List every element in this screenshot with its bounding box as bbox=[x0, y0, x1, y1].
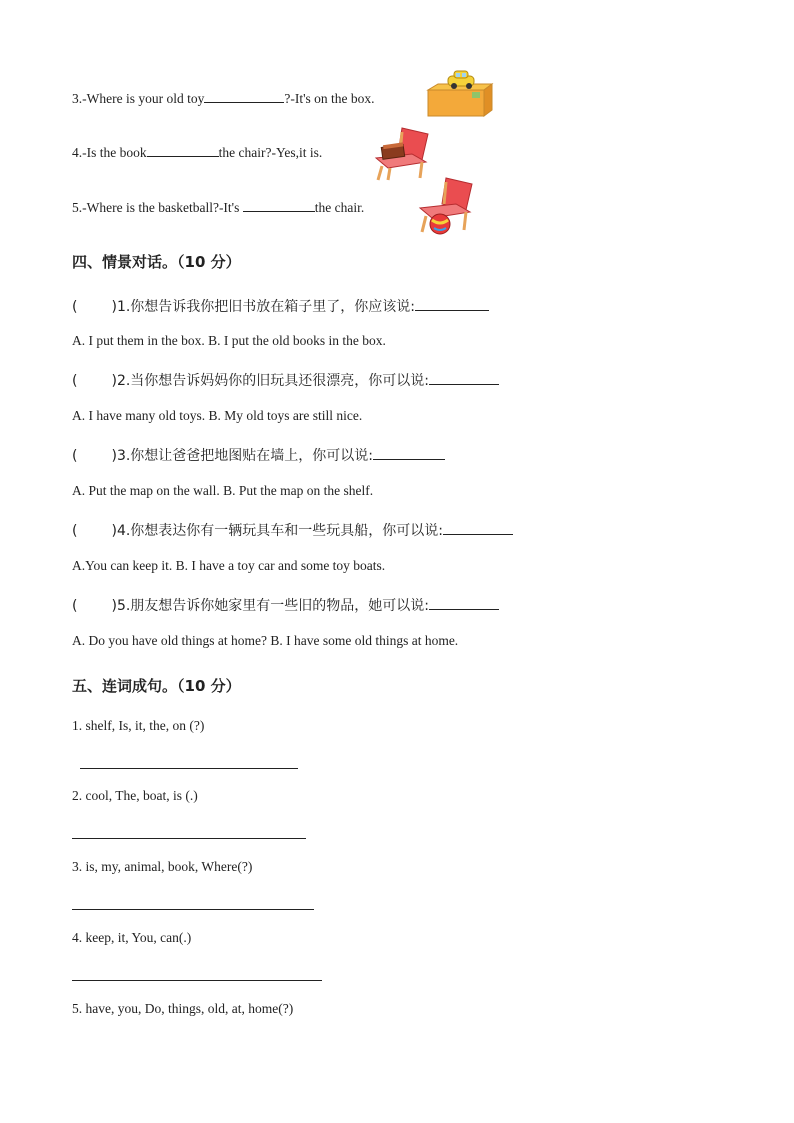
dialog-options-2: A. I have many old toys. B. My old toys are still nice. bbox=[72, 408, 363, 423]
fill-item-4: 4.-Is the book the chair?-Yes,it is. bbox=[72, 145, 323, 160]
answer-line-3[interactable] bbox=[72, 909, 314, 910]
dialog-options-3: A. Put the map on the wall. B. Put the map on the shelf. bbox=[72, 483, 374, 498]
dialog-question-5: ( )5.朋友想告诉你她家里有一些旧的物品，她可以说: bbox=[72, 595, 499, 615]
answer-blank[interactable] bbox=[429, 372, 499, 385]
answer-line-2[interactable] bbox=[72, 838, 306, 839]
answer-blank[interactable] bbox=[204, 90, 284, 103]
answer-blank[interactable] bbox=[429, 597, 499, 610]
dialog-options-1: A. I put them in the box. B. I put the old books in the box. bbox=[72, 333, 386, 348]
dialog-question-1: ( )1.你想告诉我你把旧书放在箱子里了，你应该说: bbox=[72, 296, 489, 316]
fill-item-3: 3.-Where is your old toy ?-It's on the box. bbox=[72, 91, 375, 106]
fill-item-5: 5.-Where is the basketball?-It's the chair. bbox=[72, 200, 365, 215]
dialog-question-3: ( )3.你想让爸爸把地图贴在墙上，你可以说: bbox=[72, 445, 445, 465]
answer-blank[interactable] bbox=[443, 522, 513, 535]
word-order-item-2: 2. cool, The, boat, is (.) bbox=[72, 788, 198, 803]
answer-blank[interactable] bbox=[147, 144, 219, 157]
word-order-item-4: 4. keep, it, You, can(.) bbox=[72, 930, 192, 945]
answer-blank[interactable] bbox=[415, 298, 489, 311]
dialog-question-2: ( )2.当你想告诉妈妈你的旧玩具还很漂亮，你可以说: bbox=[72, 370, 499, 390]
dialog-question-4: ( )4.你想表达你有一辆玩具车和一些玩具船，你可以说: bbox=[72, 520, 513, 540]
dialog-options-5: A. Do you have old things at home? B. I have some old things at home. bbox=[72, 633, 459, 648]
answer-blank[interactable] bbox=[373, 447, 445, 460]
answer-line-1[interactable] bbox=[80, 768, 298, 769]
word-order-item-1: 1. shelf, Is, it, the, on (?) bbox=[72, 718, 205, 733]
toy-car-on-box-picture bbox=[424, 68, 494, 120]
section-4-title: 四、情景对话。（10 分） bbox=[72, 253, 241, 271]
answer-blank[interactable] bbox=[243, 199, 315, 212]
dialog-options-4: A.You can keep it. B. I have a toy car and some toy boats. bbox=[72, 558, 386, 573]
word-order-item-3: 3. is, my, animal, book, Where(?) bbox=[72, 859, 253, 874]
ball-under-chair-picture bbox=[416, 174, 478, 236]
section-5-title: 五、连词成句。（10 分） bbox=[72, 677, 241, 695]
word-order-item-5: 5. have, you, Do, things, old, at, home(?) bbox=[72, 1001, 294, 1016]
answer-line-4[interactable] bbox=[72, 980, 322, 981]
